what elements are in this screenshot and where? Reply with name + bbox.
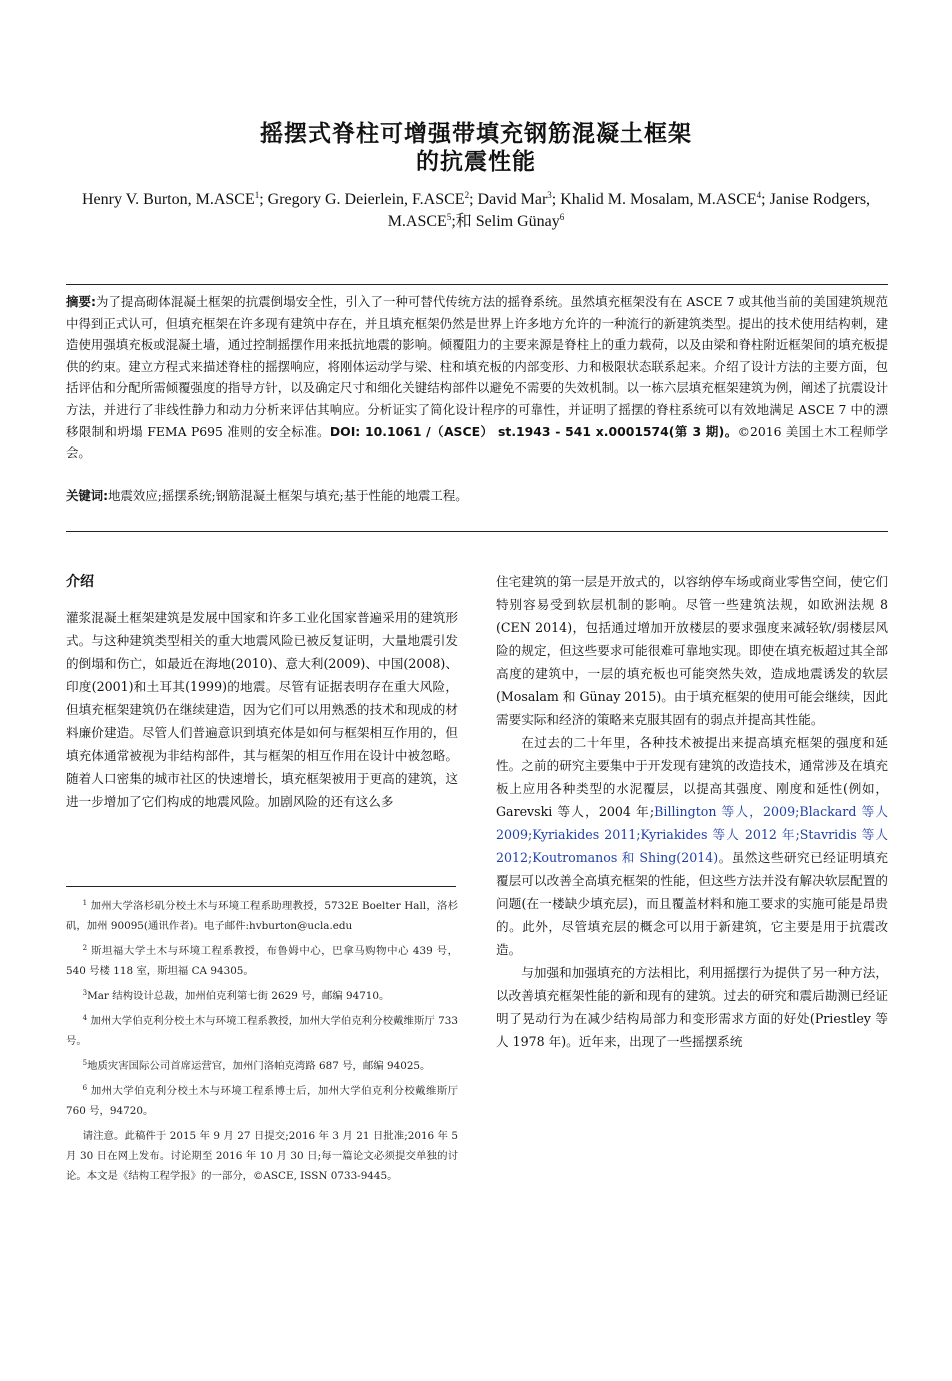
footnote-rule [66,886,456,887]
citation-links[interactable]: Billington 等人，2009;Blackard 等人 2009;Kyriakides 2011;Kyriakides 等人 2012 年;Stavridis 等人 2012;Koutromanos 和 Shing(2014) [496,804,888,865]
author-5-mark: 5 [446,212,452,222]
footnote-1-num: 1 [82,899,88,907]
abstract-label: 摘要: [66,294,96,309]
footnote-5-text: 地质灾害国际公司首席运营官，加州门洛帕克湾路 687 号，邮编 94025。 [87,1060,431,1072]
author-2: ; Gregory G. Deierlein, F.ASCE [259,191,465,208]
section-heading-intro: 介绍 [66,574,94,590]
footnote-4-text: 加州大学伯克利分校土木与环境工程系教授，加州大学伯克利分校戴维斯厅 733 号。 [66,1015,458,1047]
keywords-body: 地震效应;摇摆系统;钢筋混凝土框架与填充;基于性能的地震工程。 [108,488,468,503]
abstract-bottom-rule [66,531,888,532]
author-list [70,189,882,233]
author-6-mark: 6 [559,212,565,222]
footnote-2 [66,941,458,981]
author-6: ;和 Selim Günay [451,213,560,230]
author-1-mark: 1 [254,190,260,200]
footnote-1-text: 加州大学洛杉矶分校土木与环境工程系助理教授，5732E Boelter Hall，洛杉矶，加州 90095(通讯作者)。电子邮件:hvburton@ucla.edu [66,900,458,932]
title-line-1: 摇摆式脊柱可增强带填充钢筋混凝土框架 [260,121,692,147]
author-5: ; Janise Rodgers, M.ASCE [387,191,871,230]
footnote-5-num: 5 [82,1059,88,1067]
footnote-4 [66,1011,458,1051]
footnote-1 [66,896,458,936]
left-column [66,606,458,813]
footnote-3-num: 3 [82,989,88,997]
paper-title [0,120,952,176]
footnotes [66,896,458,1191]
abstract-top-rule [66,284,888,285]
author-3-mark: 3 [547,190,552,200]
footnote-2-num: 2 [82,944,88,952]
keywords [66,485,888,506]
footnote-5 [66,1056,458,1076]
author-4: ; Khalid M. Mosalam, M.ASCE [551,191,757,208]
abstract [66,291,888,464]
footnote-6 [66,1081,458,1121]
right-paragraph-2-a: 在过去的二十年里，各种技术被提出来提高填充框架的强度和延性。之前的研究主要集中于开发现有建筑的改造技术，通常涉及在填充板上应用各种类型的水泥覆层，以提高其强度、刚度和延性(例如，Garevski 等人，2004 年; [496,735,888,819]
author-1: Henry V. Burton, M.ASCE [81,191,255,208]
keywords-label: 关键词: [66,488,109,503]
right-paragraph-2-b: 。虽然这些研究已经证明填充覆层可以改善全高填充框架的性能，但这些方法并没有解决软层配置的问题(在一楼缺少填充层)，而且覆盖材料和施工要求的实施可能是昂贵的。此外，尽管填充层的概念可以用于新建筑，它主要是用于抗震改造。 [496,850,888,957]
title-line-2: 的抗震性能 [416,149,536,175]
right-paragraph-3: 与加强和加强填充的方法相比，利用摇摆行为提供了另一种方法，以改善填充框架性能的新和现有的建筑。过去的研究和震后勘测已经证明了晃动行为在减少结构局部力和变形需求方面的好处(Priestley 等人 1978 年)。近年来，出现了一些摇摆系统 [496,965,888,1049]
footnote-3-text: Mar 结构设计总裁，加州伯克利第七街 2629 号，邮编 94710。 [87,990,390,1002]
right-column [496,570,888,1053]
footnote-3 [66,986,458,1006]
author-2-mark: 2 [464,190,470,200]
submission-note: 请注意。此稿件于 2015 年 9 月 27 日提交;2016 年 3 月 21 日批准;2016 年 5 月 30 日在网上发布。讨论期至 2016 年 10 月 30 日;每一篇论文必须提交单独的讨论。本文是《结构工程学报》的一部分，©ASCE, ISSN 0733-9445。 [66,1130,458,1182]
author-4-mark: 4 [756,190,762,200]
intro-paragraph-1: 灌浆混凝土框架建筑是发展中国家和许多工业化国家普遍采用的建筑形式。与这种建筑类型相关的重大地震风险已被反复证明，大量地震引发的倒塌和伤亡，如最近在海地(2010)、意大利(2009)、中国(2008)、印度(2001)和土耳其(1999)的地震。尽管有证据表明存在重大风险，但填充框架建筑仍在继续建造，因为它们可以用熟悉的技术和现成的材料廉价建造。尽管人们普遍意识到填充体是如何与框架相互作用的，但填充体通常被视为非结构部件，其与框架的相互作用在设计中被忽略。随着人口密集的城市社区的快速增长，填充框架被用于更高的建筑，这进一步增加了它们构成的地震风险。加剧风险的还有这么多 [66,610,458,809]
copyright: ©2016 美国土木工程师学会。 [66,423,888,461]
right-paragraph-1: 住宅建筑的第一层是开放式的，以容纳停车场或商业零售空间，使它们特别容易受到软层机制的影响。尽管一些建筑法规，如欧洲法规 8 (CEN 2014)，包括通过增加开放楼层的要求强度来减轻软/弱楼层风险的规定，但这些要求可能很难可靠地实现。即使在填充板超过其全部高度的建筑中，一层的填充板也可能突然失效，造成地震诱发的软层(Mosalam 和 Günay 2015)。由于填充框架的使用可能会继续，因此需要实际和经济的策略来克服其固有的弱点并提高其性能。 [496,574,888,727]
right-paragraph-2 [496,731,888,961]
footnote-6-num: 6 [82,1084,88,1092]
footnote-6-text: 加州大学伯克利分校土木与环境工程系博士后，加州大学伯克利分校戴维斯厅 760 号，94720。 [66,1085,458,1117]
doi: DOI: 10.1061 /（ASCE） st.1943 - 541 x.0001574(第 3 期)。 [329,423,738,439]
abstract-body: 为了提高砌体混凝土框架的抗震倒塌安全性，引入了一种可替代传统方法的摇脊系统。虽然填充框架没有在 ASCE 7 或其他当前的美国建筑规范中得到正式认可，但填充框架在许多现有建筑中存在，并且填充框架仍然是世界上许多地方允许的一种流行的新建筑类型。提出的技术使用结构刺，建造使用强填充板或混凝土墙，通过控制摇摆作用来抵抗地震的影响。倾覆阻力的主要来源是脊柱上的重力载荷，以及由梁和脊柱附近框架间的填充板提供的约束。建立方程式来描述脊柱的摇摆响应，将刚体运动学与梁、柱和填充板的内部变形、力和极限状态联系起来。介绍了设计方法的主要方面，包括评估和分配所需倾覆强度的指导方针，以及确定尺寸和细化关键结构部件以避免不需要的失效机制。以一栋六层填充框架建筑为例，阐述了抗震设计方法，并进行了非线性静力和动力分析来评估其响应。分析证实了简化设计程序的可靠性，并证明了摇摆的脊柱系统可以有效地满足 ASCE 7 中的漂移限制和坍塌 FEMA P695 准则的安全标准。 [66,294,888,439]
author-3: ; David Mar [469,191,548,208]
footnote-4-num: 4 [82,1014,88,1022]
footnote-2-text: 斯坦福大学土木与环境工程系教授，布鲁姆中心，巴拿马购物中心 439 号，540 号楼 118 室，斯坦福 CA 94305。 [66,945,458,977]
